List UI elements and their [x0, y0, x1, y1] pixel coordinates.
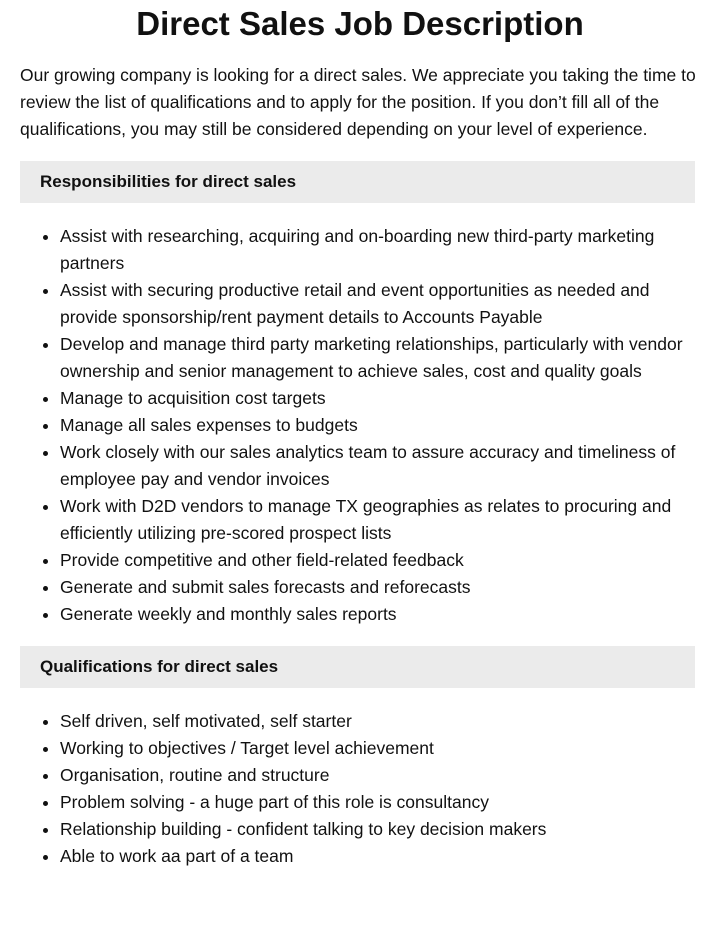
- qualifications-heading: Qualifications for direct sales: [20, 646, 695, 688]
- list-item: • Problem solving - a huge part of this role is consultancy: [60, 789, 695, 816]
- list-item: • Self driven, self motivated, self starter: [60, 708, 695, 735]
- qualifications-list: [20, 708, 695, 870]
- list-item: • Work closely with our sales analytics team to assure accuracy and timeliness of employee pay and vendor invoices: [60, 439, 695, 493]
- page-title: Direct Sales Job Description: [136, 5, 584, 42]
- responsibilities-list: [20, 223, 695, 628]
- list-item: • Assist with researching, acquiring and on-boarding new third-party marketing partners: [60, 223, 695, 277]
- list-item: • Organisation, routine and structure: [60, 762, 695, 789]
- list-item: • Work with D2D vendors to manage TX geographies as relates to procuring and efficiently utilizing pre-scored prospect lists: [60, 493, 695, 547]
- responsibilities-heading: Responsibilities for direct sales: [20, 161, 695, 203]
- list-item: • Manage to acquisition cost targets: [60, 385, 695, 412]
- intro-paragraph: Our growing company is looking for a direct sales. We appreciate you taking the time to review the list of qualifications and to apply for the position. If you don’t fill all of the qualifications, you may still be considered depending on your level of experience.: [20, 65, 696, 139]
- list-item: • Working to objectives / Target level achievement: [60, 735, 695, 762]
- list-item: • Provide competitive and other field-related feedback: [60, 547, 695, 574]
- list-item: • Relationship building - confident talking to key decision makers: [60, 816, 695, 843]
- list-item: • Generate and submit sales forecasts and reforecasts: [60, 574, 695, 601]
- list-item: • Develop and manage third party marketing relationships, particularly with vendor ownership and senior management to achieve sales, cost and quality goals: [60, 331, 695, 385]
- list-item: • Assist with securing productive retail and event opportunities as needed and provide sponsorship/rent payment details to Accounts Payable: [60, 277, 695, 331]
- list-item: • Manage all sales expenses to budgets: [60, 412, 695, 439]
- list-item: • Generate weekly and monthly sales reports: [60, 601, 695, 628]
- list-item: • Able to work aa part of a team: [60, 843, 695, 870]
